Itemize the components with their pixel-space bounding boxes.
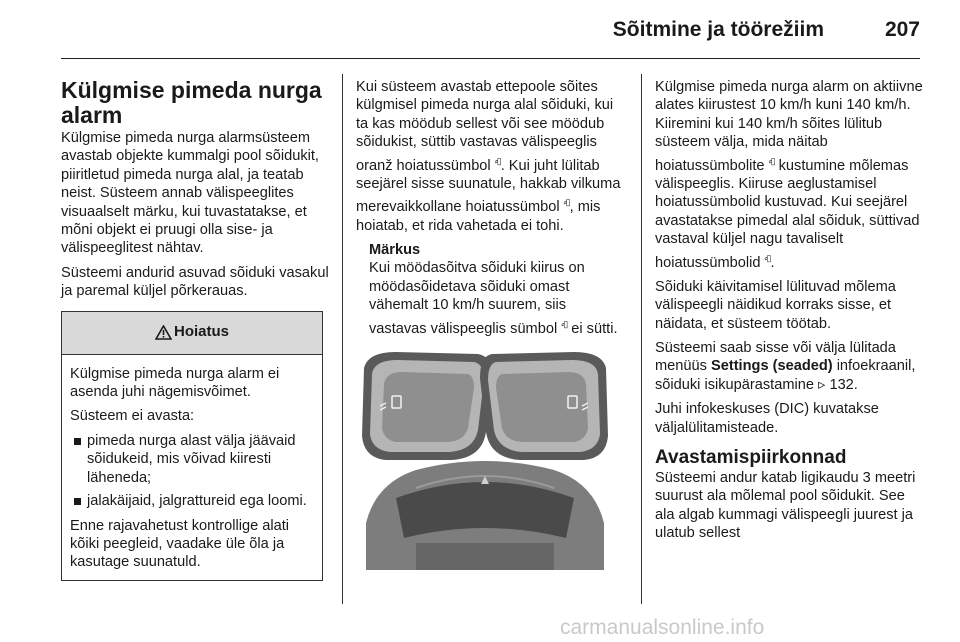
warning-box-body [62, 355, 322, 580]
note-text: Kui möödasõitva sõiduki kiirus on möödasõidetava sõiduki omast vähemalt 10 km/h suurem, siis vastavas välispeeglis sümbol ⸗▯ ei sütti. [369, 260, 618, 337]
watermark: carmanualsonline.info [560, 616, 765, 639]
paragraph: Süsteemi saab sisse või välja lülitada menüüs Settings (seaded) infoekraanil, sõiduki isikupärastamine ▹ 132. [655, 340, 916, 393]
warning-title: Hoiatus [173, 323, 229, 341]
paragraph: Sõiduki käivitamisel lülituvad mõlema välispeegli näidikud korraks sisse, et näidata, et süsteem töötab. [655, 278, 896, 332]
warning-paragraph: Süsteem ei avasta: [70, 408, 195, 425]
blind-spot-symbol-icon: ⸗▯ [768, 155, 775, 166]
page-header-title: Sõitmine ja töörežiim [612, 18, 824, 41]
warning-list [70, 432, 314, 511]
column-3 [655, 78, 923, 549]
warning-box-header [62, 312, 322, 355]
menu-name: Settings (seaded) [710, 358, 833, 375]
paragraph: Külgmise pimeda nurga alarmsüsteem avastab objekte kummalgi pool sõidukit, piiritletud pimeda nurga alal, ja teatab neist. Süsteem annab välispeeglites visuaalselt märku, kui tuvastatakse, et mõni objekt ei pruugi olla sise- ja välispeeglitest nähtav. [61, 130, 319, 257]
right-mirror-illustration [480, 352, 608, 460]
paragraph: Külgmise pimeda nurga alarm on aktiivne alates kiirustest 10 km/h kuni 140 km/h. Kiiremini kui 140 km/h sõites lülitub süsteem välja, mida näitab hoiatussümbolite ⸗▯ kustumine mõlemas välispeeglis. Kiiruse aeglustamisel hoiatussümbolid kustuvad. Kui seejärel avastatakse pimedal alal sõiduk, süttivad vastaval küljel nagu tavaliselt hoiatussümbolid ⸗▯. [655, 79, 923, 271]
column-divider-1 [342, 74, 343, 604]
warning-box [61, 311, 323, 581]
section-heading: Külgmise pimeda nurga alarm [61, 77, 322, 128]
page-reference[interactable]: 132. [829, 376, 858, 393]
list-item: pimeda nurga alast välja jäävaid sõidukeid, mis võivad kiiresti läheneda; [70, 432, 314, 487]
subsection-heading: Avastamispiirkonnad [655, 447, 847, 469]
paragraph: Kui süsteem avastab ettepoole sõites külgmisel pimeda nurga alal sõiduki, kui ta kas möödub sellest või see möödub sõidukist, süttib vastavas välispeeglis oranž hoiatussümbol ⸗▯. Kui juht lülitab seejärel sisse suunatule, hakkab vilkuma merevaikkollane hoiatussümbol ⸗▯, mis hoiatab, et rida vahetada ei tohi. [356, 79, 621, 234]
blind-spot-symbol-icon: ⸗▯ [764, 252, 771, 263]
left-mirror-illustration [362, 352, 492, 460]
header-divider [61, 58, 920, 59]
note-label: Märkus [369, 241, 421, 258]
column-2 [356, 78, 626, 575]
warning-triangle-icon [155, 325, 172, 340]
column-1 [61, 78, 329, 581]
page-number: 207 [884, 18, 920, 41]
page-reference-arrow-icon: ▹ [818, 376, 826, 393]
car-rear-illustration [366, 461, 604, 570]
paragraph: Süsteemi andurid asuvad sõiduki vasakul ja paremal küljel põrkerauas. [61, 264, 329, 300]
blind-spot-symbol-icon: ⸗▯ [563, 197, 570, 208]
paragraph: Juhi infokeskuses (DIC) kuvatakse väljalülitamisteade. [655, 401, 879, 436]
column-divider-2 [641, 74, 642, 604]
mirror-illustration [356, 348, 614, 570]
list-item: jalakäijaid, jalgrattureid ega loomi. [70, 492, 314, 510]
note-block [369, 241, 626, 338]
blind-spot-symbol-icon: ⸗▯ [561, 318, 568, 329]
paragraph: Süsteemi andur katab ligikaudu 3 meetri suurust ala mõlemal pool sõidukit. See ala algab kummagi välispeegli juurest ja ulatub sellest [655, 470, 916, 542]
blind-spot-symbol-icon: ⸗▯ [494, 155, 501, 166]
warning-paragraph: Enne rajavahetust kontrollige alati kõiki peegleid, vaadake üle õla ja kasutage suunatuld. [70, 517, 290, 571]
warning-paragraph: Külgmise pimeda nurga alarm ei asenda juhi nägemisvõimet. [70, 365, 280, 401]
